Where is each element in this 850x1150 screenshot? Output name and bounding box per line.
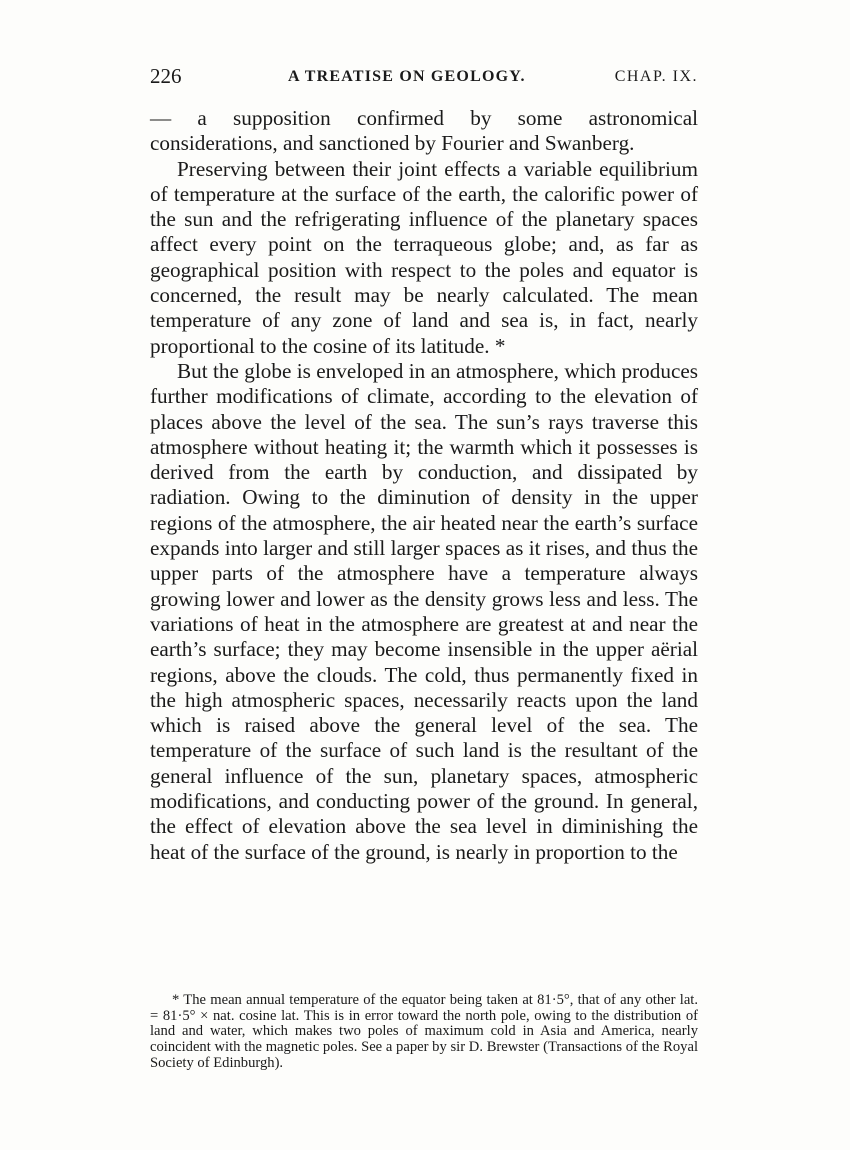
footnote <box>150 993 698 1072</box>
chapter-label: CHAP. IX. <box>614 68 698 85</box>
paragraph-continuation: — a supposition confirmed by some astronomical considerations, and sanctioned by Fourier and Swanberg. <box>150 106 698 156</box>
book-title: A TREATISE ON GEOLOGY. <box>288 68 526 85</box>
body-text <box>150 106 698 865</box>
page-number: 226 <box>150 64 182 88</box>
paragraph-atmosphere: But the globe is enveloped in an atmosphere, which produces further modifications of climate, according to the elevation of places above the level of the sea. The sun’s rays traverse this atmosphere without heating it; the warmth which it possesses is derived from the earth by conduction, and dissipated by radiation. Owing to the diminution of density in the upper regions of the atmosphere, the air heated near the earth’s surface expands into larger and still larger spaces as it rises, and thus the upper parts of the atmosphere have a temperature always growing lower and lower as the density grows less and less. The variations of heat in the atmosphere are greatest at and near the earth’s surface; they may become insensible in the upper aërial regions, above the clouds. The cold, thus permanently fixed in the high atmospheric spaces, necessarily reacts upon the land which is raised above the general level of the sea. The temperature of the surface of such land is the resultant of the general influence of the sun, planetary spaces, atmospheric modifications, and conducting power of the ground. In general, the effect of elevation above the sea level in diminishing the heat of the surface of the ground, is nearly in proportion to the <box>150 358 698 864</box>
running-head <box>150 64 698 94</box>
paragraph-equilibrium: Preserving between their joint effects a variable equilibrium of temperature at the surface of the earth, the calorific power of the sun and the refrigerating influence of the planetary spaces affect every point on the terraqueous globe; and, as far as geographical position with respect to the poles and equator is concerned, the result may be nearly calculated. The mean temperature of any zone of land and sea is, in fact, nearly proportional to the cosine of its latitude. * <box>150 156 698 358</box>
footnote-text: * The mean annual temperature of the equator being taken at 81·5°, that of any other lat. = 81·5° × nat. cosine lat. This is in error toward the north pole, owing to the distribution of land and water, which makes two poles of maximum cold in Asia and America, nearly coincident with the magnetic poles. See a paper by sir D. Brewster (Transactions of the Royal Society of Edinburgh). <box>150 992 698 1071</box>
